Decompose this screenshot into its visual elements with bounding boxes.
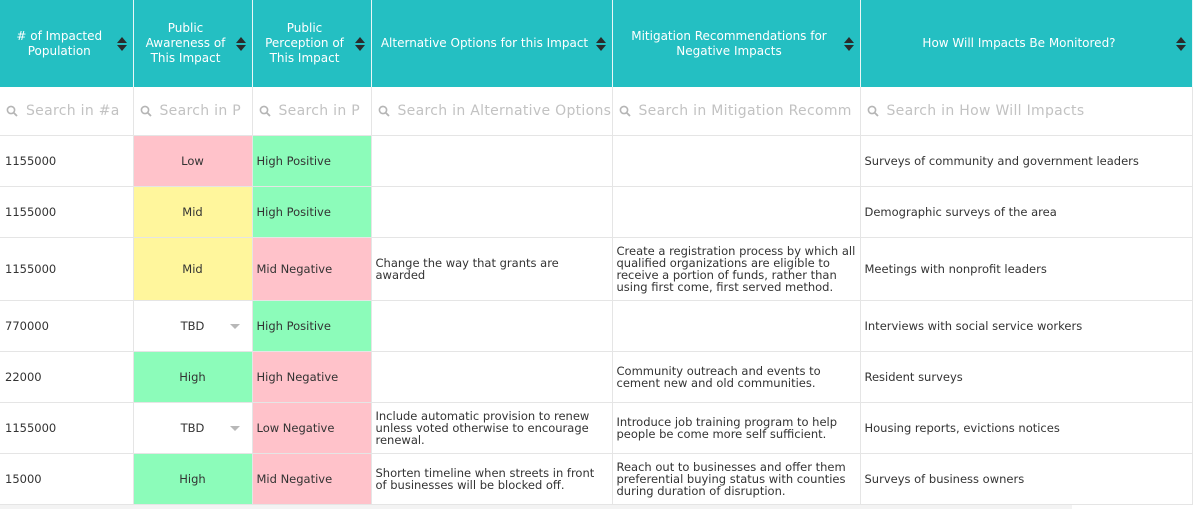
cell-population[interactable]: 770000 <box>0 301 133 352</box>
cell-population[interactable]: 1155000 <box>0 136 133 187</box>
cell-monitoring[interactable]: Resident surveys <box>860 352 1192 403</box>
column-header-label: Mitigation Recommendations for Negative Impacts <box>631 28 827 58</box>
cell-perception[interactable]: Mid Negative <box>252 238 371 301</box>
cell-perception[interactable]: High Negative <box>252 352 371 403</box>
column-header-label: # of Impacted Population <box>16 28 103 58</box>
search-icon <box>619 105 631 117</box>
column-header-label: Public Awareness of This Impact <box>145 21 226 65</box>
cell-alternatives[interactable] <box>371 187 612 238</box>
chevron-down-icon[interactable] <box>230 324 240 329</box>
horizontal-scrollbar[interactable] <box>0 505 1072 509</box>
sort-icon[interactable] <box>117 37 127 51</box>
table-row <box>0 187 1192 238</box>
search-input-alternatives[interactable] <box>398 103 612 119</box>
sort-icon[interactable] <box>596 37 606 51</box>
search-cell <box>0 87 133 136</box>
cell-perception[interactable]: High Positive <box>252 136 371 187</box>
sort-icon[interactable] <box>844 37 854 51</box>
awareness-value: High <box>179 472 206 486</box>
search-cell <box>860 87 1192 136</box>
cell-awareness[interactable] <box>133 187 252 238</box>
column-header-label: How Will Impacts Be Monitored? <box>922 36 1116 50</box>
table-row <box>0 352 1192 403</box>
awareness-value: TBD <box>180 319 205 333</box>
table-row <box>0 403 1192 454</box>
cell-monitoring[interactable]: Surveys of community and government leaders <box>860 136 1192 187</box>
header-row <box>0 0 1192 87</box>
search-icon <box>140 105 152 117</box>
table-row <box>0 301 1192 352</box>
sort-icon[interactable] <box>236 37 246 51</box>
cell-perception[interactable]: High Positive <box>252 187 371 238</box>
column-header-alternatives[interactable] <box>371 0 612 87</box>
cell-population[interactable]: 22000 <box>0 352 133 403</box>
search-input-monitoring[interactable] <box>887 103 1192 119</box>
table-row <box>0 238 1192 301</box>
column-header-label: Alternative Options for this Impact <box>380 36 589 50</box>
cell-monitoring[interactable]: Interviews with social service workers <box>860 301 1192 352</box>
table-row <box>0 454 1192 505</box>
cell-alternatives[interactable] <box>371 136 612 187</box>
cell-alternatives[interactable]: Shorten timeline when streets in front of businesses will be blocked off. <box>371 454 612 505</box>
search-input-perception[interactable] <box>279 103 371 119</box>
cell-population[interactable]: 1155000 <box>0 238 133 301</box>
cell-mitigation[interactable]: Community outreach and events to cement new and old communities. <box>612 352 860 403</box>
cell-alternatives[interactable] <box>371 301 612 352</box>
cell-alternatives[interactable] <box>371 352 612 403</box>
cell-awareness[interactable] <box>133 403 252 454</box>
cell-mitigation[interactable]: Introduce job training program to help people be come more self sufficient. <box>612 403 860 454</box>
column-header-awareness[interactable] <box>133 0 252 87</box>
search-icon <box>259 105 271 117</box>
search-icon <box>378 105 390 117</box>
cell-perception[interactable]: Low Negative <box>252 403 371 454</box>
sort-icon[interactable] <box>1176 37 1186 51</box>
awareness-value: High <box>179 370 206 384</box>
cell-monitoring[interactable]: Housing reports, evictions notices <box>860 403 1192 454</box>
sort-icon[interactable] <box>355 37 365 51</box>
cell-monitoring[interactable]: Demographic surveys of the area <box>860 187 1192 238</box>
cell-population[interactable]: 1155000 <box>0 187 133 238</box>
cell-perception[interactable]: Mid Negative <box>252 454 371 505</box>
cell-monitoring[interactable]: Surveys of business owners <box>860 454 1192 505</box>
cell-awareness[interactable] <box>133 301 252 352</box>
column-header-population[interactable] <box>0 0 133 87</box>
cell-mitigation[interactable] <box>612 301 860 352</box>
cell-awareness[interactable] <box>133 352 252 403</box>
awareness-value: Mid <box>182 262 203 276</box>
awareness-value: Mid <box>182 205 203 219</box>
cell-awareness[interactable] <box>133 454 252 505</box>
search-icon <box>6 105 18 117</box>
cell-mitigation[interactable] <box>612 187 860 238</box>
search-cell <box>133 87 252 136</box>
cell-awareness[interactable] <box>133 136 252 187</box>
search-input-population[interactable] <box>26 103 133 119</box>
awareness-value: TBD <box>180 421 205 435</box>
search-cell <box>612 87 860 136</box>
search-input-awareness[interactable] <box>160 103 252 119</box>
search-cell <box>371 87 612 136</box>
cell-population[interactable]: 15000 <box>0 454 133 505</box>
cell-perception[interactable]: High Positive <box>252 301 371 352</box>
cell-alternatives[interactable]: Include automatic provision to renew unless voted otherwise to encourage renewal. <box>371 403 612 454</box>
column-header-mitigation[interactable] <box>612 0 860 87</box>
chevron-down-icon[interactable] <box>230 426 240 431</box>
search-icon <box>867 105 879 117</box>
cell-mitigation[interactable]: Create a registration process by which all qualified organizations are eligible to receive a portion of funds, rather than using first come, first served method. <box>612 238 860 301</box>
table-row <box>0 136 1192 187</box>
awareness-value: Low <box>181 154 204 168</box>
cell-mitigation[interactable]: Reach out to businesses and offer them preferential buying status with counties during duration of disruption. <box>612 454 860 505</box>
search-row <box>0 87 1192 136</box>
search-input-mitigation[interactable] <box>639 103 860 119</box>
search-cell <box>252 87 371 136</box>
cell-monitoring[interactable]: Meetings with nonprofit leaders <box>860 238 1192 301</box>
cell-population[interactable]: 1155000 <box>0 403 133 454</box>
column-header-monitoring[interactable] <box>860 0 1192 87</box>
column-header-perception[interactable] <box>252 0 371 87</box>
cell-alternatives[interactable]: Change the way that grants are awarded <box>371 238 612 301</box>
column-header-label: Public Perception of This Impact <box>265 21 344 65</box>
cell-mitigation[interactable] <box>612 136 860 187</box>
cell-awareness[interactable] <box>133 238 252 301</box>
